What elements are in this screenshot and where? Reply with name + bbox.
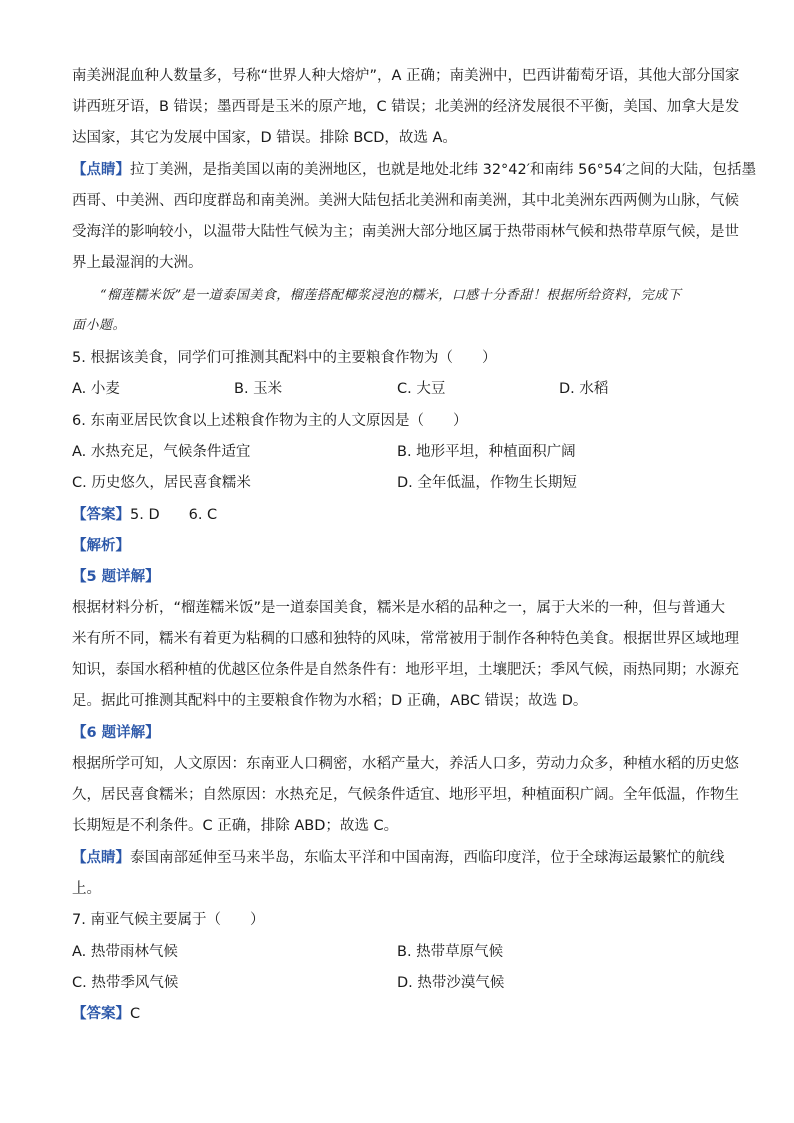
- text-line: 南美洲混血种人数量多，号称“世界人种大熔炉”，A 正确；南美洲中，巴西讲葡萄牙语，其他大部分国家: [72, 68, 740, 84]
- question-5-stem: 5. 根据该美食，同学们可推测其配料中的主要粮食作物为（ ）: [72, 350, 497, 366]
- text-line: 根据材料分析，“榴莲糯米饭”是一道泰国美食，糯米是水稻的品种之一，属于大米的一种，但与普通大: [72, 600, 726, 616]
- answer-tag: 【答案】: [72, 507, 130, 523]
- text-span: 泰国南部延伸至马来半岛，东临太平洋和中国南海，西临印度洋，位于全球海运最繁忙的航线: [130, 850, 725, 866]
- text-line: 界上最湿润的大洲。: [72, 255, 203, 271]
- text-span: 拉丁美洲，是指美国以南的美洲地区，也就是地处北纬 32°42′和南纬 56°54′之间的大陆，包括墨: [130, 162, 757, 178]
- material-line: “榴莲糯米饭”是一道泰国美食，榴莲搭配椰浆浸泡的糯米，口感十分香甜！根据所给资料，完成下: [100, 288, 682, 303]
- dianjing-tag: 【点睛】: [72, 850, 130, 866]
- q6-option-b: B. 地形平坦，种植面积广阔: [397, 444, 576, 460]
- question-7-stem: 7. 南亚气候主要属于（ ）: [72, 912, 265, 928]
- text-line: 根据所学可知，人文原因：东南亚人口稠密，水稻产量大，养活人口多，劳动力众多，种植水稻的历史悠: [72, 756, 739, 772]
- q5-option-d: D. 水稻: [559, 381, 609, 397]
- q6-option-a: A. 水热充足，气候条件适宜: [72, 444, 251, 460]
- text-line: 讲西班牙语，B 错误；墨西哥是玉米的原产地，C 错误；北美洲的经济发展很不平衡，美国、加拿大是发: [72, 99, 740, 115]
- q6-option-d: D. 全年低温，作物生长期短: [397, 475, 577, 491]
- answer-tag: 【答案】: [72, 1006, 130, 1022]
- text-line: 长期短是不利条件。C 正确，排除 ABD；故选 C。: [72, 818, 399, 834]
- dianjing-tag: 【点睛】: [72, 162, 130, 178]
- answer-text: 5. D 6. C: [130, 507, 218, 523]
- q7-option-a: A. 热带雨林气候: [72, 944, 178, 960]
- q6-option-c: C. 历史悠久，居民喜食糯米: [72, 475, 251, 491]
- q5-option-b: B. 玉米: [234, 381, 283, 397]
- dianjing-paragraph: [72, 848, 725, 868]
- jiexi-heading: [72, 536, 722, 556]
- q7-option-b: B. 热带草原气候: [397, 944, 504, 960]
- q7-option-c: C. 热带季风气候: [72, 975, 179, 991]
- answer-text: C: [130, 1006, 141, 1022]
- text-line: 受海洋的影响较小，以温带大陆性气候为主；南美洲大部分地区属于热带雨林气候和热带草原气候，是世: [72, 224, 739, 240]
- answer-7: [72, 1004, 722, 1024]
- q5-option-c: C. 大豆: [397, 381, 446, 397]
- answer-5-6: [72, 505, 722, 525]
- text-line: 久，居民喜食糯米；自然原因：水热充足，气候条件适宜、地形平坦，种植面积广阔。全年低温，作物生: [72, 787, 739, 803]
- text-line: 西哥、中美洲、西印度群岛和南美洲。美洲大陆包括北美洲和南美洲，其中北美洲东西两侧为山脉，气候: [72, 193, 739, 209]
- dianjing-paragraph: [72, 160, 757, 180]
- material-line: 面小题。: [72, 318, 127, 333]
- text-line: 米有所不同，糯米有着更为粘稠的口感和独特的风味，常常被用于制作各种特色美食。根据世界区域地理: [72, 631, 739, 647]
- q5-option-a: A. 小麦: [72, 381, 120, 397]
- question-6-stem: 6. 东南亚居民饮食以上述粮食作物为主的人文原因是（ ）: [72, 413, 468, 429]
- detail-5-heading: [72, 567, 722, 587]
- detail-6-heading: [72, 723, 722, 743]
- text-line: 上。: [72, 881, 101, 897]
- detail-6-tag: 【6 题详解】: [72, 725, 160, 741]
- text-line: 足。据此可推测其配料中的主要粮食作物为水稻；D 正确，ABC 错误；故选 D。: [72, 693, 588, 709]
- q7-option-d: D. 热带沙漠气候: [397, 975, 505, 991]
- detail-5-tag: 【5 题详解】: [72, 569, 160, 585]
- text-line: 知识，泰国水稻种植的优越区位条件是自然条件有：地形平坦，土壤肥沃；季风气候，雨热同期；水源充: [72, 662, 739, 678]
- jiexi-tag: 【解析】: [72, 538, 130, 554]
- text-line: 达国家，其它为发展中国家，D 错误。排除 BCD，故选 A。: [72, 130, 457, 146]
